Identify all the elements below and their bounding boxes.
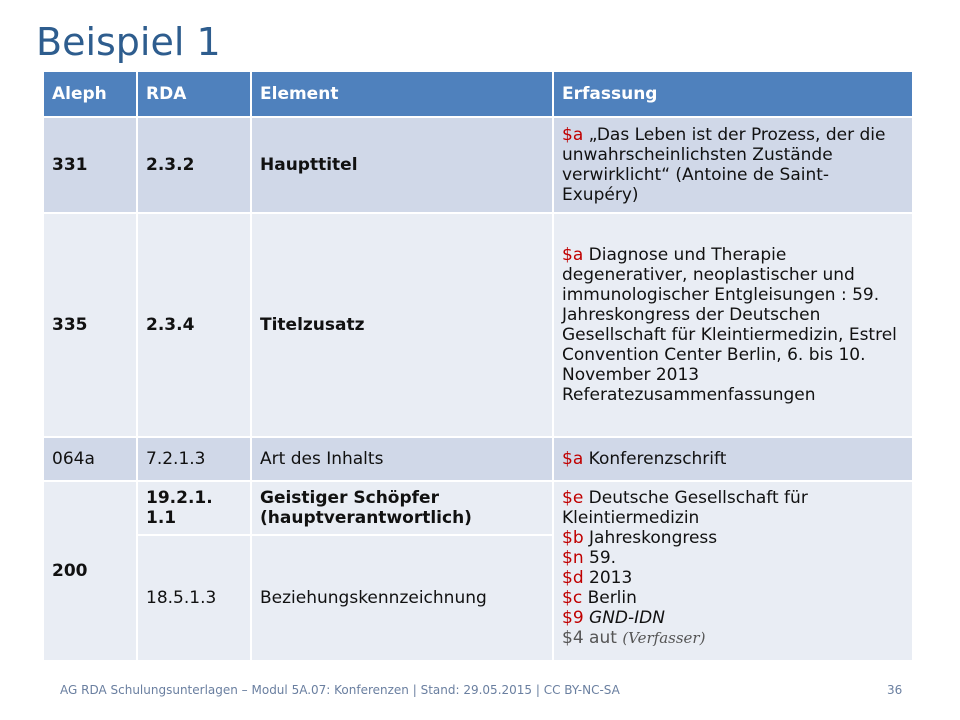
subfield-value: GND-IDN <box>583 608 665 628</box>
subfield-value: aut <box>583 628 617 648</box>
subfield-value: Jahreskongress <box>583 528 718 548</box>
subfield-code: $a <box>562 125 584 145</box>
page-title: Beispiel 1 <box>36 20 221 64</box>
page-number: 36 <box>887 683 903 697</box>
cell-element: Art des Inhalts <box>251 437 553 481</box>
subfield-code: $a <box>562 245 584 265</box>
cell-aleph: 064a <box>43 437 137 481</box>
subfield-value: Konferenzschrift <box>583 449 727 469</box>
footer-text: AG RDA Schulungsunterlagen – Modul 5A.07: Konferenzen | Stand: 29.05.2015 | CC BY-NC-SA <box>60 683 620 697</box>
cell-rda: 19.2.1. 1.1 <box>137 481 251 535</box>
cell-erfassung <box>553 437 913 481</box>
subfield-code: $d <box>562 568 584 588</box>
header-aleph: Aleph <box>43 71 137 117</box>
subfield-value: Diagnose und Therapie degenerativer, neoplastischer und immunologischer Entgleisungen : 59. Jahreskongress der Deutschen Gesellschaft für Kleintiermedizin, Estrel Convention Center Berlin, 6. bis 10. November 2013 Referatezusammenfassungen <box>562 245 897 405</box>
subfield-value: Deutsche Gesellschaft für Kleintiermedizin <box>562 488 808 528</box>
subfield-line <box>562 548 904 568</box>
header-erfassung: Erfassung <box>553 71 913 117</box>
cell-rda: 7.2.1.3 <box>137 437 251 481</box>
subfield-code: $n <box>562 548 584 568</box>
cataloging-table <box>42 70 914 662</box>
table-row <box>43 437 913 481</box>
cell-element: Geistiger Schöpfer (hauptverantwortlich) <box>251 481 553 535</box>
subfield-line <box>562 568 904 588</box>
table-row <box>43 117 913 213</box>
header-rda: RDA <box>137 71 251 117</box>
subfield-line <box>562 588 904 608</box>
subfield-code: $a <box>562 449 584 469</box>
cell-rda: 2.3.2 <box>137 117 251 213</box>
cell-aleph: 331 <box>43 117 137 213</box>
subfield-code: $9 <box>562 608 584 628</box>
subfield-code: $e <box>562 488 584 508</box>
subfield-note: (Verfasser) <box>622 629 706 647</box>
subfield-line <box>562 608 904 628</box>
cell-erfassung <box>553 481 913 661</box>
cell-aleph: 335 <box>43 213 137 437</box>
cell-erfassung <box>553 117 913 213</box>
subfield-code: $4 <box>562 628 584 648</box>
cell-element: Haupttitel <box>251 117 553 213</box>
table-header-row <box>43 71 913 117</box>
subfield-line <box>562 628 904 648</box>
subfield-value: Berlin <box>582 588 637 608</box>
header-element: Element <box>251 71 553 117</box>
cell-element: Titelzusatz <box>251 213 553 437</box>
cell-erfassung <box>553 213 913 437</box>
cell-element: Beziehungskennzeichnung <box>251 535 553 661</box>
cell-rda: 2.3.4 <box>137 213 251 437</box>
subfield-line <box>562 528 904 548</box>
subfield-value: 2013 <box>583 568 633 588</box>
subfield-value: 59. <box>583 548 617 568</box>
subfield-line <box>562 488 904 528</box>
subfield-code: $b <box>562 528 584 548</box>
cell-rda: 18.5.1.3 <box>137 535 251 661</box>
subfield-value: „Das Leben ist der Prozess, der die unwahrscheinlichsten Zustände verwirklicht“ (Antoine de Saint-Exupéry) <box>562 125 886 205</box>
subfield-code: $c <box>562 588 583 608</box>
table-row <box>43 481 913 535</box>
table-row <box>43 213 913 437</box>
cell-aleph: 200 <box>43 481 137 661</box>
